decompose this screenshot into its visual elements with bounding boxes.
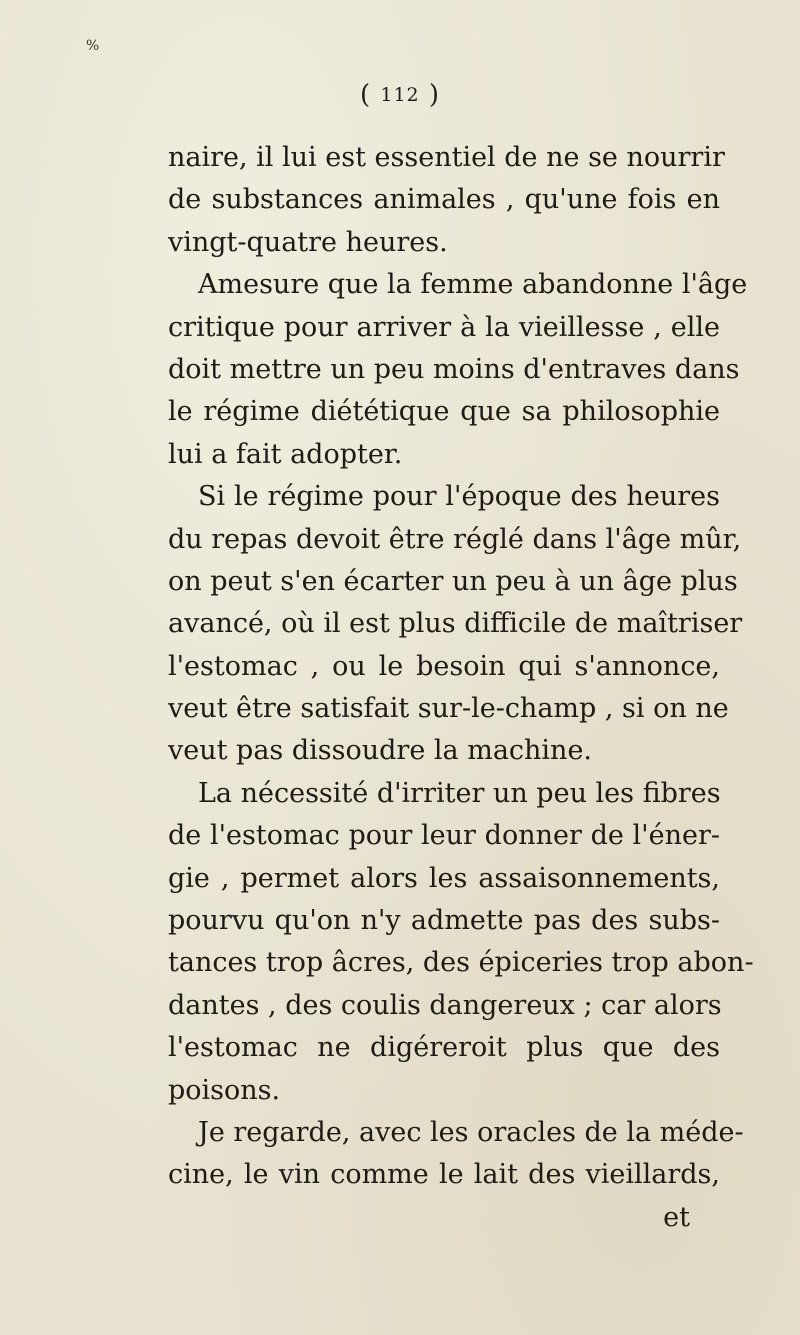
text-line: doit mettre un peu moins d'entraves dans	[168, 353, 740, 385]
text-line: veut être satisfait sur-le-champ , si on ne	[168, 693, 729, 725]
text-line: de substances animales , qu'une fois en	[168, 184, 720, 216]
text-line: veut pas dissoudre la machine.	[168, 735, 593, 767]
catchword: et	[663, 1201, 690, 1233]
text-line: vingt-quatre heures.	[168, 226, 448, 258]
text-line: Je regarde, avec les oracles de la méde-	[198, 1116, 744, 1148]
text-line: avancé, où il est plus difficile de maîtriser	[168, 608, 743, 640]
text-line: naire, il lui est essentiel de ne se nourrir	[168, 142, 725, 173]
text-line: lui a fait adopter.	[168, 438, 403, 470]
text-line: cine, le vin comme le lait des vieillards,	[168, 1159, 720, 1191]
text-line: de l'estomac pour leur donner de l'éner-	[168, 820, 720, 852]
body-text	[168, 137, 754, 1239]
text-line: La nécessité d'irriter un peu les fibres	[198, 777, 721, 809]
text-line: on peut s'en écarter un peu à un âge plus	[168, 565, 738, 597]
text-line: Si le régime pour l'époque des heures	[198, 481, 720, 513]
page-number	[0, 80, 800, 110]
text-line: dantes , des coulis dangereux ; car alors	[168, 989, 722, 1021]
text-line: critique pour arriver à la vieillesse , elle	[168, 311, 720, 343]
corner-mark: %	[86, 38, 100, 54]
page-number-open-paren: (	[359, 80, 372, 110]
text-line: Amesure que la femme abandonne l'âge	[198, 269, 748, 301]
page-number-close-paren: )	[428, 80, 441, 110]
text-line: l'estomac ne digéreroit plus que des	[168, 1032, 720, 1064]
text-line: poisons.	[168, 1074, 281, 1106]
text-line: l'estomac , ou le besoin qui s'annonce,	[168, 650, 720, 682]
text-line: tances trop âcres, des épiceries trop abon-	[168, 947, 754, 979]
page-number-value: 112	[380, 84, 420, 106]
text-line: le régime diététique que sa philosophie	[168, 396, 720, 428]
text-line: du repas devoit être réglé dans l'âge mûr,	[168, 523, 742, 555]
text-line: gie , permet alors les assaisonnements,	[168, 862, 720, 894]
text-line: pourvu qu'on n'y admette pas des subs-	[168, 905, 720, 937]
